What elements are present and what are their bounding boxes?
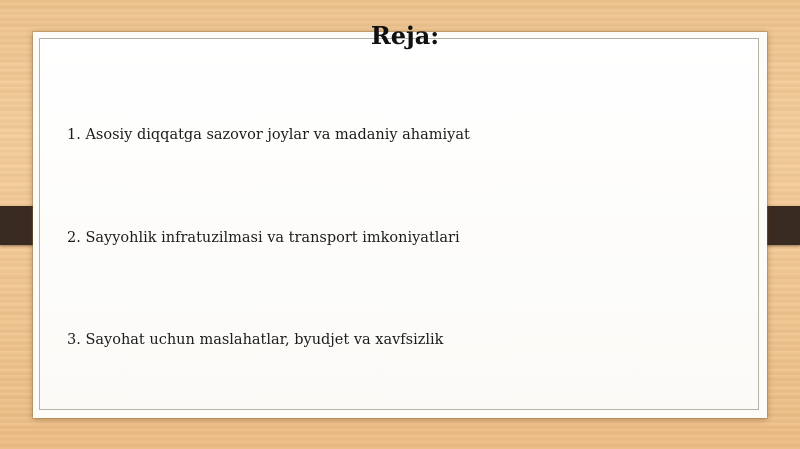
plan-item-2: 2. Sayyohlik infratuzilmasi va transport imkoniyatlari xyxy=(67,230,460,246)
slide-inner-frame xyxy=(39,38,759,410)
plan-item-1: 1. Asosiy diqqatga sazovor joylar va madaniy ahamiyat xyxy=(67,127,470,143)
plan-item-3: 3. Sayohat uchun maslahatlar, byudjet va xavfsizlik xyxy=(67,332,444,348)
slide-title: Reja: xyxy=(370,21,440,50)
